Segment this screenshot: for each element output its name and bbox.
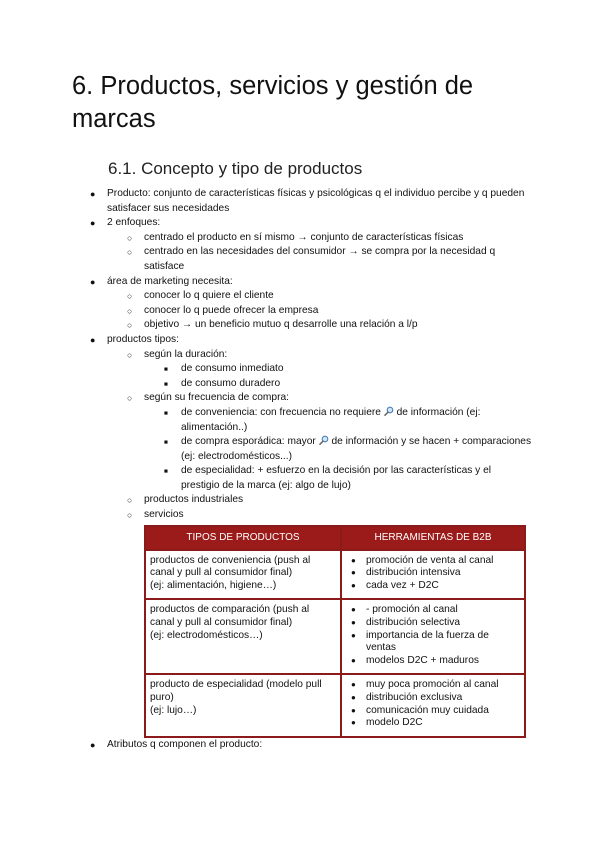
list-item <box>164 464 532 493</box>
cell-text: modelos D2C + maduros <box>366 654 479 666</box>
bullet-icon: ● <box>90 334 96 345</box>
cell-text: cada vez + D2C <box>366 579 439 591</box>
list-item <box>346 655 520 668</box>
products-table <box>144 525 526 738</box>
list-item <box>127 304 532 319</box>
bullet-icon: ● <box>351 555 356 565</box>
list-item <box>346 630 520 655</box>
list-item <box>90 187 532 216</box>
bullet-text: centrado el producto en sí mismo → conjunto de características físicas <box>144 231 464 243</box>
cell-text: (ej: alimentación, higiene…) <box>150 579 277 591</box>
circle-bullet-icon: ○ <box>127 495 133 506</box>
list-item <box>90 738 532 753</box>
circle-bullet-icon: ○ <box>127 232 133 243</box>
list-item <box>127 493 532 508</box>
bullet-icon: ● <box>351 718 356 728</box>
bullet-icon: ● <box>351 618 356 628</box>
circle-bullet-icon: ○ <box>127 291 133 302</box>
cell-text: importancia de la fuerza de ventas <box>366 629 489 654</box>
table-cell-type <box>145 550 341 600</box>
list-item <box>127 231 532 246</box>
table-cell-tools <box>341 550 525 600</box>
tools-list <box>346 604 520 667</box>
bullet-text: productos tipos: <box>107 333 179 345</box>
table-row <box>145 674 525 736</box>
cell-text: productos de comparación (push al canal y pull al consumidor final) <box>150 604 310 629</box>
cell-text: muy poca promoción al canal <box>366 679 499 691</box>
list-item <box>90 275 532 333</box>
table-row <box>145 550 525 600</box>
bullet-text: objetivo → un beneficio mutuo q desarrolle una relación a l/p <box>144 319 418 331</box>
bullet-text: conocer lo q puede ofrecer la empresa <box>144 304 319 316</box>
list-item <box>346 705 520 718</box>
bullet-icon: ● <box>351 605 356 615</box>
list-item <box>346 679 520 692</box>
bullet-icon: ● <box>351 580 356 590</box>
page-title: 6. Productos, servicios y gestión de marcas <box>72 72 474 133</box>
table-header-cell: TIPOS DE PRODUCTOS <box>145 526 341 550</box>
list-item <box>127 289 532 304</box>
bullet-icon: ● <box>351 693 356 702</box>
bullet-text: área de marketing necesita: <box>107 275 233 287</box>
table-cell-type <box>145 674 341 736</box>
list-item <box>346 567 520 580</box>
bullet-icon: ● <box>90 218 96 229</box>
list-item <box>164 406 532 435</box>
bullet-icon: ● <box>90 739 96 750</box>
sub-list <box>127 231 532 275</box>
circle-bullet-icon: ○ <box>127 305 133 316</box>
square-bullet-icon: ■ <box>164 380 168 388</box>
list-item <box>127 508 532 738</box>
sub-sub-list <box>164 362 532 391</box>
bullet-icon: ● <box>90 189 96 199</box>
bullet-text: de consumo inmediato <box>181 363 284 375</box>
bullet-text: Producto: conjunto de características físicas y psicológicas q el individuo percibe y q pueden satisfacer sus necesidades <box>107 188 525 214</box>
bullet-text: según su frecuencia de compra: <box>144 392 289 404</box>
table-cell-tools <box>341 674 525 736</box>
bullet-icon: ● <box>351 568 356 578</box>
cell-text: comunicación muy cuidada <box>366 704 489 716</box>
bullet-icon: ● <box>351 630 356 640</box>
cell-text: producto de especialidad (modelo pull puro) <box>150 679 322 703</box>
cell-text: (ej: electrodomésticos…) <box>150 629 263 641</box>
bullet-text: servicios <box>144 509 184 521</box>
list-item <box>127 391 532 493</box>
list-item <box>346 604 520 617</box>
magnifier-icon <box>319 435 329 445</box>
circle-bullet-icon: ○ <box>127 349 133 360</box>
table-row <box>145 599 525 674</box>
bullet-text: centrado en las necesidades del consumidor → se compra por la necesidad q satisface <box>144 246 496 272</box>
cell-text: modelo D2C <box>366 717 423 729</box>
magnifier-icon <box>384 406 394 416</box>
list-item <box>127 348 532 392</box>
cell-text: distribución selectiva <box>366 617 460 629</box>
list-item <box>346 717 520 730</box>
bullet-icon: ● <box>351 655 356 665</box>
square-bullet-icon: ■ <box>164 468 168 476</box>
cell-text: distribución exclusiva <box>366 692 463 703</box>
bullet-icon: ● <box>90 276 96 287</box>
bullet-text: según la duración: <box>144 348 228 360</box>
sub-list <box>127 348 532 738</box>
list-item <box>346 555 520 568</box>
square-bullet-icon: ■ <box>164 409 168 417</box>
cell-text: (ej: lujo…) <box>150 704 197 716</box>
bullet-text: de información (ej: alimentación..) <box>181 406 481 433</box>
bullet-text: conocer lo q quiere el cliente <box>144 290 274 302</box>
square-bullet-icon: ■ <box>164 439 168 447</box>
list-item <box>164 362 532 377</box>
bullet-text: 2 enfoques: <box>107 217 161 229</box>
bullet-text: de información y se hacen + comparaciones (ej: electrodomésticos...) <box>181 436 532 462</box>
list-item <box>90 216 532 274</box>
bullet-text: de consumo duradero <box>181 377 281 389</box>
bullet-text: Atributos q componen el producto: <box>107 738 263 750</box>
cell-text: - promoción al canal <box>366 604 458 616</box>
section-heading: 6.1. Concepto y tipo de productos <box>108 159 363 178</box>
list-item <box>90 333 532 738</box>
table-header-cell: HERRAMIENTAS DE B2B <box>341 526 525 550</box>
circle-bullet-icon: ○ <box>127 247 133 258</box>
list-item <box>346 617 520 630</box>
tools-list <box>346 555 520 593</box>
bullet-text: de especialidad: + esfuerzo en la decisión por las características y el prestigio de la marca (ej: algo de lujo) <box>181 465 492 491</box>
sub-sub-list <box>164 406 532 494</box>
bullet-icon: ● <box>351 680 356 690</box>
cell-text: productos de conveniencia (push al canal y pull al consumidor final) <box>150 554 311 579</box>
bullet-text: de compra esporádica: mayor <box>181 436 316 448</box>
list-item <box>127 318 532 333</box>
table-cell-tools <box>341 599 525 674</box>
circle-bullet-icon: ○ <box>127 510 133 521</box>
table-cell-type <box>145 599 341 674</box>
bullet-text: de conveniencia: con frecuencia no requiere <box>181 406 381 418</box>
main-bullet-list <box>90 187 532 752</box>
table-header-row <box>145 526 525 550</box>
list-item <box>127 245 532 274</box>
circle-bullet-icon: ○ <box>127 320 133 331</box>
square-bullet-icon: ■ <box>164 366 168 374</box>
tools-list <box>346 679 520 729</box>
cell-text: promoción de venta al canal <box>366 554 494 566</box>
list-item <box>346 580 520 593</box>
cell-text: distribución intensiva <box>366 567 461 579</box>
list-item <box>164 435 532 464</box>
bullet-text: productos industriales <box>144 494 244 506</box>
circle-bullet-icon: ○ <box>127 393 133 404</box>
list-item <box>164 377 532 392</box>
sub-list <box>127 289 532 333</box>
list-item <box>346 692 520 705</box>
bullet-icon: ● <box>351 705 356 715</box>
